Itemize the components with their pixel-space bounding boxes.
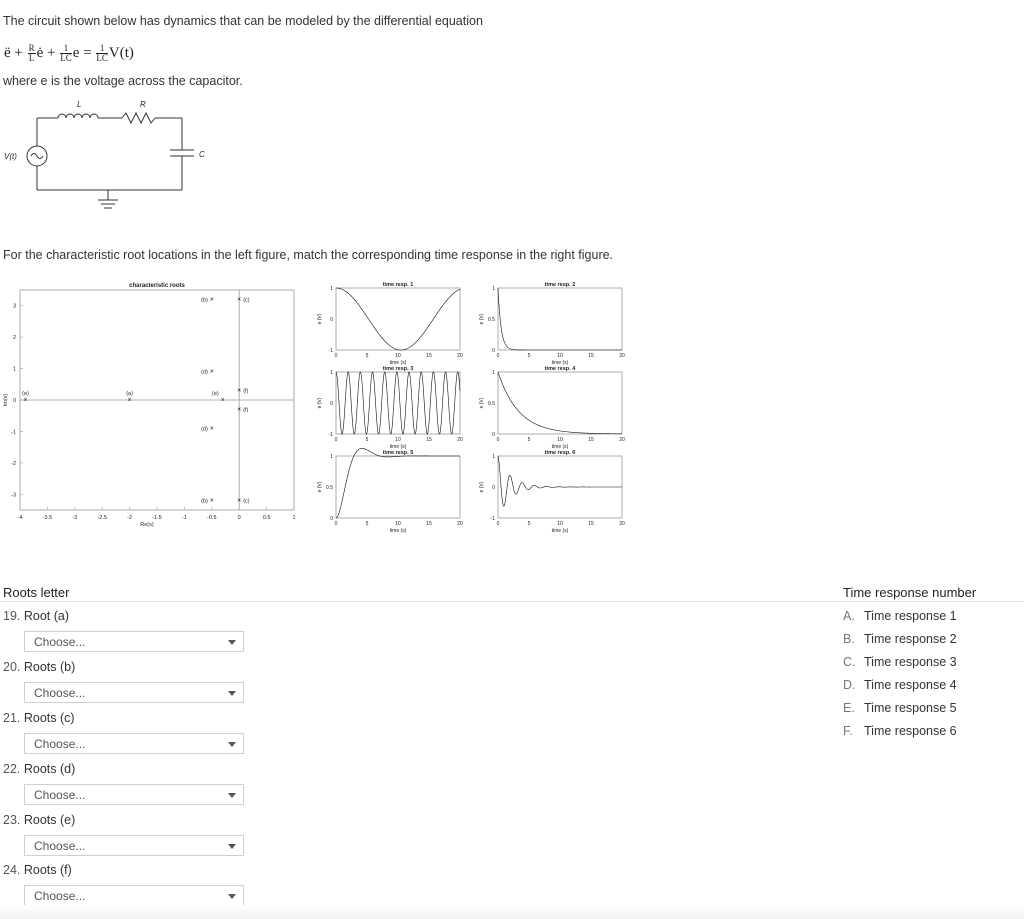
y-tick-label: 0 <box>12 398 16 404</box>
time-x-tick-label: 0 <box>496 437 500 443</box>
time-plot-5 <box>317 448 463 534</box>
x-axis-label: Re(s) <box>140 522 154 528</box>
time-x-tick-label: 0 <box>334 521 338 527</box>
question-23: 23. Roots (e) <box>3 813 76 827</box>
time-x-tick-label: 5 <box>365 521 369 527</box>
time-y-tick-label: 0 <box>492 485 495 491</box>
time-y-tick-label: 0 <box>492 432 495 438</box>
root-label: (e) <box>22 391 29 397</box>
time-y-tick-label: 1 <box>330 370 333 376</box>
time-x-tick-label: 5 <box>527 353 531 359</box>
time-x-tick-label: 5 <box>527 521 531 527</box>
x-tick-label: 0 <box>237 515 241 521</box>
time-x-axis-label: time (s) <box>389 360 407 366</box>
time-plot-title: time resp. 5 <box>382 450 414 456</box>
y-tick-label: 1 <box>12 366 16 373</box>
time-y-tick-label: 0.5 <box>488 401 495 407</box>
differential-equation: ë + $\frac{R}{L}$ ė + $\frac{1}{LC}$ e = $\frac{1}{LC}$ V(t) <box>4 43 134 63</box>
time-plot-4 <box>479 366 625 450</box>
time-x-tick-label: 10 <box>557 521 563 527</box>
root-marker: × <box>209 497 214 505</box>
time-plot-title: time resp. 2 <box>544 282 576 288</box>
root-location-plot <box>0 278 300 530</box>
y-axis-label: Im(s) <box>3 393 9 407</box>
root-marker: × <box>220 397 225 404</box>
x-tick-label: 0.5 <box>262 515 271 521</box>
root-marker: × <box>237 296 242 304</box>
time-plot-title: time resp. 3 <box>382 366 414 372</box>
instruction-text: For the characteristic root locations in the left figure, match the corresponding time response in the right figure. <box>3 248 614 262</box>
root-marker: × <box>237 406 242 414</box>
time-x-tick-label: 20 <box>619 353 625 359</box>
root-marker: × <box>209 368 214 376</box>
x-tick-label: -3 <box>72 515 78 521</box>
time-y-tick-label: 0 <box>330 516 333 522</box>
inductor-label: L <box>77 100 82 109</box>
time-plot-2 <box>479 282 625 366</box>
root-label: (e) <box>212 391 219 397</box>
x-tick-label: 1 <box>292 515 296 521</box>
option-d: D. Time response 4 <box>843 678 957 692</box>
question-24: 24. Roots (f) <box>3 863 72 877</box>
x-tick-label: -3.5 <box>42 515 53 521</box>
y-tick-label: -3 <box>11 492 16 499</box>
time-y-axis-label: e (V) <box>479 313 485 325</box>
time-x-tick-label: 0 <box>334 353 338 359</box>
option-a: A. Time response 1 <box>843 609 957 623</box>
root-label: (b) <box>201 498 208 505</box>
x-tick-label: -1 <box>181 515 187 521</box>
time-y-axis-label: e (V) <box>479 481 485 493</box>
root-marker: × <box>23 397 28 404</box>
y-tick-label: -1 <box>11 429 16 436</box>
time-x-axis-label: time (s) <box>551 528 569 534</box>
chevron-down-icon <box>228 793 236 798</box>
root-marker: × <box>237 497 242 505</box>
where-text: where e is the voltage across the capacitor. <box>3 74 243 88</box>
option-e: E. Time response 5 <box>843 701 957 715</box>
root-marker: × <box>209 296 214 304</box>
time-y-tick-label: 1 <box>330 454 333 460</box>
time-x-tick-label: 0 <box>334 437 338 443</box>
time-y-tick-label: 1 <box>330 286 333 292</box>
time-x-axis-label: time (s) <box>551 360 569 366</box>
time-plot-frame <box>498 288 622 350</box>
select-roots-d[interactable]: Choose... <box>24 784 244 805</box>
select-roots-e[interactable]: Choose... <box>24 835 244 856</box>
time-plot-1 <box>317 282 463 366</box>
time-y-tick-label: -1 <box>328 348 333 354</box>
time-plot-frame <box>336 456 460 518</box>
time-x-tick-label: 0 <box>496 521 500 527</box>
option-b: B. Time response 2 <box>843 632 957 646</box>
question-19: 19. Root (a) <box>3 609 70 623</box>
time-x-tick-label: 20 <box>619 437 625 443</box>
chevron-down-icon <box>228 691 236 696</box>
time-x-tick-label: 5 <box>365 353 369 359</box>
time-y-tick-label: -1 <box>328 432 333 438</box>
root-label: (b) <box>201 297 208 304</box>
time-y-axis-label: e (V) <box>479 397 485 409</box>
time-x-tick-label: 20 <box>619 521 625 527</box>
x-tick-label: -4 <box>17 515 23 521</box>
time-plot-6 <box>479 450 625 534</box>
time-x-tick-label: 15 <box>426 437 432 443</box>
time-x-axis-label: time (s) <box>551 444 569 450</box>
root-label: (c) <box>243 498 250 505</box>
root-label: (a) <box>126 391 133 397</box>
select-root-a[interactable]: Choose... <box>24 631 244 652</box>
time-x-tick-label: 10 <box>557 353 563 359</box>
question-21: 21. Roots (c) <box>3 711 75 725</box>
root-label: (f) <box>243 388 249 395</box>
root-label: (f) <box>243 407 249 414</box>
time-x-tick-label: 20 <box>457 353 463 359</box>
time-x-tick-label: 15 <box>426 521 432 527</box>
time-response-header: Time response number <box>843 585 977 600</box>
time-y-tick-label: 0 <box>330 401 333 407</box>
time-y-tick-label: 0 <box>330 317 333 323</box>
x-tick-label: -1.5 <box>152 515 162 521</box>
time-x-tick-label: 10 <box>395 437 401 443</box>
intro-text: The circuit shown below has dynamics that can be modeled by the differential equation <box>3 14 483 28</box>
capacitor-label: C <box>199 150 205 159</box>
circuit-diagram <box>0 90 230 220</box>
time-x-tick-label: 15 <box>588 353 594 359</box>
root-label: (d) <box>201 369 208 376</box>
time-plot-frame <box>498 372 622 434</box>
chevron-down-icon <box>228 742 236 747</box>
root-label: (d) <box>201 426 208 433</box>
time-plot-title: time resp. 6 <box>544 450 576 456</box>
resistor-label: R <box>140 100 146 109</box>
option-c: C. Time response 3 <box>843 655 957 669</box>
y-tick-label: -2 <box>11 460 16 467</box>
x-tick-label: -2 <box>127 515 133 521</box>
resistor-zigzag <box>122 113 155 123</box>
time-x-tick-label: 10 <box>557 437 563 443</box>
plot-title: characteristic roots <box>129 283 185 289</box>
x-tick-label: -0.5 <box>207 515 217 521</box>
time-x-tick-label: 15 <box>426 353 432 359</box>
time-x-tick-label: 15 <box>588 437 594 443</box>
y-tick-label: 2 <box>12 335 16 342</box>
footer-fade <box>0 905 1024 919</box>
time-y-tick-label: 1 <box>492 286 495 292</box>
x-tick-label: -2.5 <box>97 515 107 521</box>
time-x-tick-label: 10 <box>395 521 401 527</box>
option-f: F. Time response 6 <box>843 724 957 738</box>
source-label: V(t) <box>4 152 17 161</box>
chevron-down-icon <box>228 640 236 645</box>
time-x-tick-label: 0 <box>496 353 500 359</box>
select-roots-f[interactable]: Choose... <box>24 885 244 906</box>
y-tick-label: 3 <box>12 303 16 310</box>
time-y-axis-label: e (V) <box>317 313 323 325</box>
time-x-axis-label: time (s) <box>389 528 407 534</box>
select-roots-b[interactable]: Choose... <box>24 682 244 703</box>
inductor-coil <box>58 114 98 118</box>
chevron-down-icon <box>228 894 236 899</box>
roots-letter-header: Roots letter <box>3 585 70 600</box>
root-label: (c) <box>243 297 250 304</box>
time-plot-title: time resp. 4 <box>544 366 576 372</box>
time-plot-3 <box>317 366 463 450</box>
root-marker: × <box>237 387 242 395</box>
time-x-tick-label: 20 <box>457 437 463 443</box>
time-plot-title: time resp. 1 <box>382 282 414 288</box>
header-divider <box>0 601 1024 602</box>
time-x-tick-label: 5 <box>527 437 531 443</box>
time-y-tick-label: 0.5 <box>326 485 333 491</box>
chevron-down-icon <box>228 844 236 849</box>
root-marker: × <box>127 397 132 404</box>
time-y-axis-label: e (V) <box>317 397 323 409</box>
question-20: 20. Roots (b) <box>3 660 76 674</box>
time-x-tick-label: 5 <box>365 437 369 443</box>
select-roots-c[interactable]: Choose... <box>24 733 244 754</box>
time-x-tick-label: 20 <box>457 521 463 527</box>
time-x-tick-label: 10 <box>395 353 401 359</box>
time-y-tick-label: 0 <box>492 348 495 354</box>
time-x-tick-label: 15 <box>588 521 594 527</box>
time-y-axis-label: e (V) <box>317 481 323 493</box>
root-marker: × <box>209 425 214 433</box>
time-y-tick-label: 1 <box>492 370 495 376</box>
time-y-tick-label: 1 <box>492 454 495 460</box>
time-y-tick-label: 0.5 <box>488 317 495 323</box>
time-response-plots <box>312 278 630 534</box>
time-plot-frame <box>336 288 460 350</box>
time-x-axis-label: time (s) <box>389 444 407 450</box>
time-plot-frame <box>336 372 460 434</box>
time-y-tick-label: -1 <box>490 516 495 522</box>
question-22: 22. Roots (d) <box>3 762 76 776</box>
